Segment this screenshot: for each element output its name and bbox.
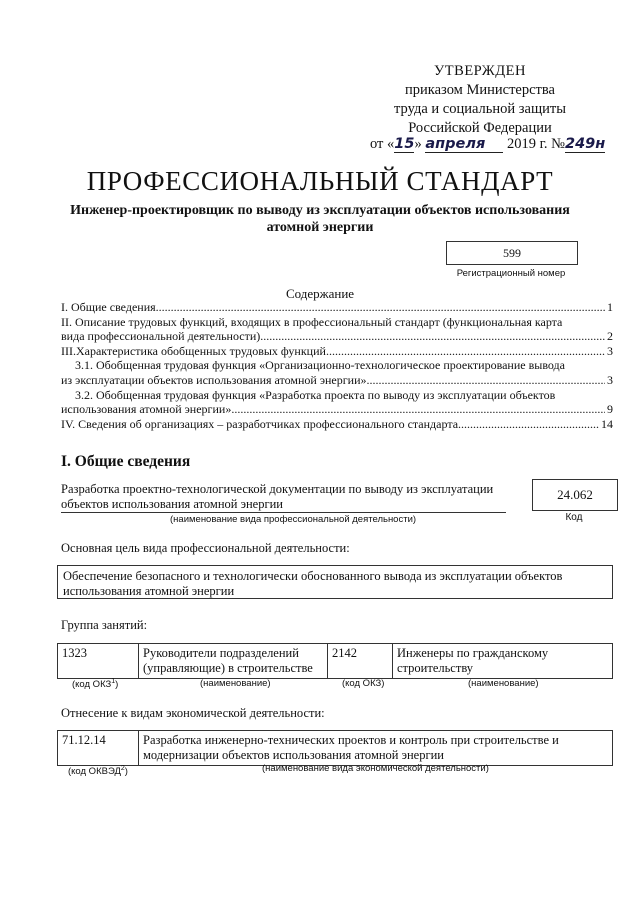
- toc-item-label: III.Характеристика обобщенных трудовых функций: [61, 343, 326, 358]
- toc-item-page: 1: [607, 300, 613, 314]
- approval-line: приказом Министерства: [405, 82, 555, 98]
- order-day: 15: [394, 136, 415, 152]
- toc-item-label: вида профессиональной деятельности): [61, 329, 261, 344]
- goal-box: Обеспечение безопасного и технологически обоснованного вывода из эксплуатации объектов использования атомной энергии: [57, 565, 613, 599]
- table-row: [58, 731, 613, 766]
- order-month: апреля: [425, 136, 503, 153]
- toc-item-page: 3: [607, 343, 613, 358]
- okved-caption-close: ): [124, 766, 128, 778]
- toc-item[interactable]: [61, 388, 613, 417]
- order-from-prefix: от «: [370, 136, 395, 152]
- toc-item-label: I. Общие сведения: [61, 300, 156, 314]
- toc-item-label: использования атомной энергии»: [61, 402, 232, 417]
- order-year: 2019 г. №: [506, 136, 565, 152]
- activity-code-caption: Код: [565, 512, 583, 523]
- registration-number-box: 599: [446, 241, 578, 265]
- registration-caption: Регистрационный номер: [456, 268, 566, 279]
- footnote-mark: 2: [120, 765, 125, 772]
- approval-block: [330, 62, 630, 138]
- toc-heading: Содержание: [285, 286, 355, 301]
- toc-item-page: 9: [607, 402, 613, 417]
- okz-caption-text: (код ОКЗ: [72, 679, 112, 691]
- toc-leader: [231, 402, 605, 417]
- order-number: 249н: [565, 136, 606, 152]
- section-title: I. Общие сведения: [61, 453, 191, 470]
- occupations-table: [57, 643, 613, 679]
- goal-label: Основная цель вида профессиональной деятельности:: [61, 541, 350, 555]
- page-title: ПРОФЕССИОНАЛЬНЫЙ СТАНДАРТ: [86, 166, 554, 196]
- toc-item[interactable]: [61, 358, 613, 387]
- activity-caption: (наименование вида профессиональной деятельности): [170, 514, 417, 525]
- toc-item[interactable]: [61, 417, 613, 432]
- toc-item-page: 2: [607, 329, 613, 344]
- occupation-name: Руководители подразделений (управляющие) в строительстве: [139, 644, 328, 679]
- occupations-label: Группа занятий:: [61, 618, 148, 632]
- activity-code-box: 24.062: [532, 479, 618, 511]
- econ-name-caption: (наименование вида экономической деятельности): [262, 763, 489, 774]
- toc-item[interactable]: [61, 300, 613, 315]
- okz-caption-close: ): [115, 679, 119, 691]
- footnote-mark: 1: [111, 678, 116, 685]
- toc-leader: [458, 417, 599, 432]
- activity-underline: [61, 512, 506, 513]
- order-reference: [370, 136, 605, 153]
- economic-table: [57, 730, 613, 766]
- toc-leader: [367, 373, 606, 388]
- toc-item-label: II. Описание трудовых функций, входящих в профессиональный стандарт (функциональная карта: [61, 314, 563, 329]
- toc-item[interactable]: [61, 344, 613, 359]
- okved-code: 71.12.14: [58, 731, 139, 766]
- toc-item-label: 3.2. Обобщенная трудовая функция «Разработка проекта по выводу из эксплуатации объектов: [75, 387, 556, 402]
- toc-item-page: 3: [607, 372, 613, 387]
- okved-name: Разработка инженерно-технических проектов и контроль при строительстве и модернизации объектов использования атомной энергии: [139, 731, 613, 766]
- table-row: [58, 644, 613, 679]
- occupation-code: 1323: [58, 644, 139, 679]
- okved-caption: [68, 765, 128, 777]
- toc-leader: [326, 344, 605, 359]
- economic-label: Отнесение к видам экономической деятельности:: [61, 706, 325, 720]
- occupation-name: Инженеры по гражданскому строительству: [393, 644, 613, 679]
- approval-heading: УТВЕРЖДЕН: [434, 63, 526, 79]
- occupation-code: 2142: [328, 644, 393, 679]
- toc-item-page: 14: [601, 416, 613, 431]
- toc-item-label: из эксплуатации объектов использования атомной энергии»: [61, 372, 367, 387]
- activity-name: Разработка проектно-технологической документации по выводу из эксплуатации объектов использования атомной энергии: [61, 482, 494, 511]
- approval-line: труда и социальной защиты: [394, 101, 566, 117]
- toc-item[interactable]: [61, 315, 613, 344]
- name-caption-2: (наименование): [468, 678, 539, 689]
- okz-caption-2: (код ОКЗ): [342, 678, 385, 689]
- toc-leader: [260, 329, 605, 344]
- okz-caption: [72, 678, 118, 690]
- table-of-contents: [61, 300, 613, 431]
- toc-item-label: 3.1. Обобщенная трудовая функция «Организационно-технологическое проектирование вывода: [75, 358, 565, 373]
- approval-line: Российской Федерации: [408, 120, 552, 136]
- okved-caption-text: (код ОКВЭД: [68, 766, 121, 778]
- toc-leader: [156, 300, 605, 315]
- name-caption: (наименование): [200, 678, 271, 689]
- toc-item-label: IV. Сведения об организациях – разработчиках профессионального стандарта: [61, 416, 459, 431]
- order-quote: »: [414, 136, 422, 152]
- standard-subtitle: Инженер-проектировщик по выводу из эксплуатации объектов использования атомной энергии: [70, 203, 570, 235]
